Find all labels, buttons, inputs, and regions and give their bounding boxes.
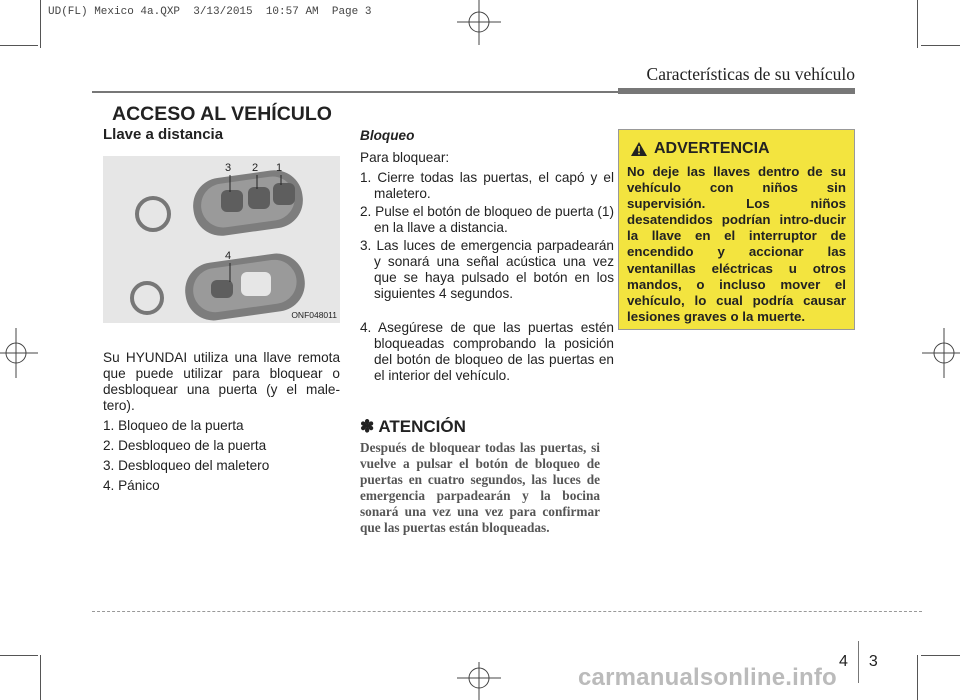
page-number-separator [858, 641, 859, 683]
warning-title: ADVERTENCIA [654, 140, 770, 157]
crop-mark [921, 45, 960, 46]
print-header-note: UD(FL) Mexico 4a.QXP 3/13/2015 10:57 AM Page 3 [48, 6, 372, 18]
lock-step: 1. Cierre todas las puertas, el capó y el maletero. [360, 170, 614, 201]
crop-mark [40, 655, 41, 700]
attention-body: Después de bloquear todas las puertas, si vuelve a pulsar el botón de bloqueo de puertas en cuatro segundos, las luces de emergencia parpadearán y la bocina sonará una vez una vez para confirmar que las puertas están bloqueadas. [360, 440, 600, 535]
figure-label-1: 1 [276, 162, 283, 174]
crop-mark [917, 655, 918, 700]
lock-subtitle: Bloqueo [360, 128, 415, 143]
lock-step: 3. Las luces de emergencia parpadearán y sonará una señal acústica una vez que se haya pulsado el botón en los siguientes 4 segundos. [360, 238, 614, 301]
crop-mark [40, 0, 41, 48]
warning-box [618, 129, 855, 330]
remote-key-figure [103, 156, 340, 323]
header-rule-thick [618, 88, 855, 94]
remote-key-item: 3. Desbloqueo del maletero [103, 458, 270, 473]
figure-label-2: 2 [252, 162, 259, 174]
warning-body: No deje las llaves dentro de su vehículo con niños sin supervisión. Los niños desatendidos podrían intro-ducir la llave en el interruptor de encendido y accionar las ventanillas eléctricas u otros mandos, o incluso mover el vehículo, lo cual podría causar lesiones graves o la muerte. [627, 164, 846, 324]
page-number-value: 3 [868, 653, 878, 670]
crop-mark [917, 0, 918, 48]
remote-key-item: 1. Bloqueo de la puerta [103, 418, 244, 433]
lock-step: 2. Pulse el botón de bloqueo de puerta (1) en la llave a distancia. [360, 204, 614, 235]
section-title: Características de su vehículo [646, 64, 855, 84]
attention-title: ✽ ATENCIÓN [360, 417, 466, 436]
lock-step: 4. Asegúrese de que las puertas estén bloqueadas comprobando la posición del botón de bloqueo de las puertas en el interior del vehículo. [360, 320, 614, 383]
registration-mark-icon [454, 662, 504, 700]
page-title: ACCESO AL VEHÍCULO [112, 103, 332, 125]
remote-key-item: 2. Desbloqueo de la puerta [103, 438, 267, 453]
remote-key-illustration [103, 156, 340, 323]
subtitle-remote-key: Llave a distancia [103, 126, 224, 143]
remote-key-item: 4. Pánico [103, 478, 160, 493]
figure-label-4: 4 [225, 250, 232, 262]
remote-key-intro: Su HYUNDAI utiliza una llave remota que puede utilizar para bloquear o desbloquear una puerta (y el male-tero). [103, 350, 340, 413]
registration-mark-icon [0, 328, 38, 378]
registration-mark-icon [454, 0, 504, 45]
warning-triangle-icon [631, 142, 647, 156]
chapter-number: 4 [839, 653, 848, 670]
registration-mark-icon [922, 328, 960, 378]
page-number [839, 641, 878, 683]
crop-mark [0, 655, 38, 656]
lock-lead: Para bloquear: [360, 150, 450, 165]
watermark: carmanualsonline.info [578, 664, 837, 691]
crop-mark [921, 655, 960, 656]
crop-mark [0, 45, 38, 46]
figure-label-3: 3 [225, 162, 232, 174]
footer-rule [92, 611, 922, 612]
warning-header [631, 140, 770, 158]
figure-code: ONF048011 [291, 310, 337, 320]
